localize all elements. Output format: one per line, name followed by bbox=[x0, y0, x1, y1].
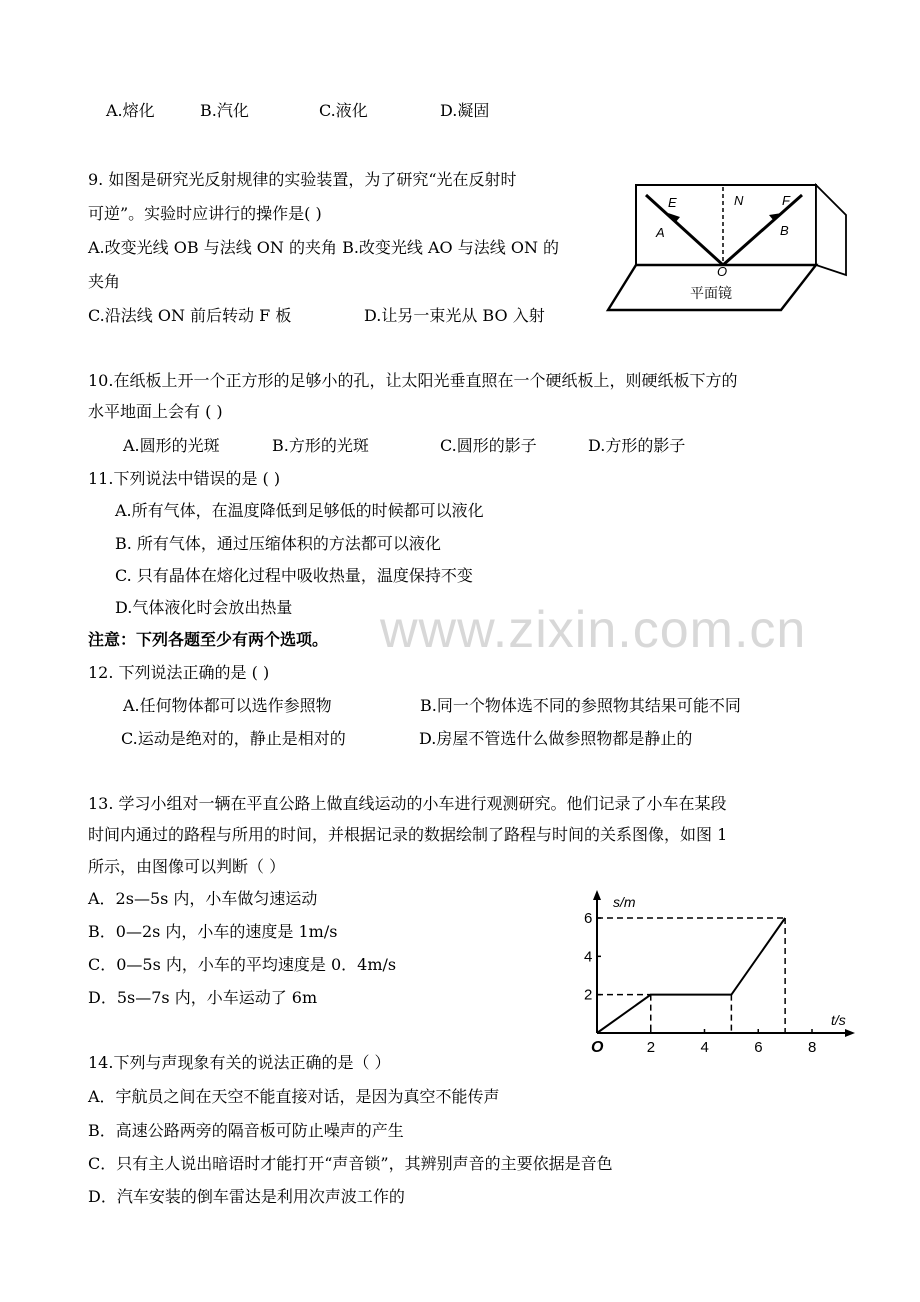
reflection-apparatus-figure bbox=[606, 185, 846, 315]
section-note: 注意：下列各题至少有两个选项。 bbox=[88, 630, 329, 649]
q8-option-c: C.液化 bbox=[319, 101, 368, 120]
x-axis-arrow-icon bbox=[845, 1029, 855, 1037]
q10-stem-line1: 10.在纸板上开一个正方形的足够小的孔，让太阳光垂直照在一个硬纸板上，则硬纸板下方的 bbox=[88, 371, 738, 390]
q10-stem-line2: 水平地面上会有 ( ) bbox=[88, 402, 223, 421]
origin-label: O bbox=[591, 1039, 604, 1056]
x-axis-label: t/s bbox=[831, 1012, 846, 1028]
q13-stem-line1: 13. 学习小组对一辆在平直公路上做直线运动的小车进行观测研究。他们记录了小车在某段 bbox=[88, 794, 727, 813]
x-tick-label: 6 bbox=[754, 1039, 763, 1056]
q14-option-c: C．只有主人说出暗语时才能打开“声音锁”，其辨别声音的主要依据是音色 bbox=[88, 1154, 613, 1173]
x-tick-label: 4 bbox=[700, 1039, 709, 1056]
q11-option-b: B. 所有气体，通过压缩体积的方法都可以液化 bbox=[115, 534, 441, 553]
q14-option-b: B．高速公路两旁的隔音板可防止噪声的产生 bbox=[88, 1121, 404, 1140]
label-n: N bbox=[734, 193, 744, 208]
x-tick-label: 2 bbox=[646, 1039, 656, 1056]
q12-option-b: B.同一个物体选不同的参照物其结果可能不同 bbox=[420, 696, 741, 715]
q8-option-a: A.熔化 bbox=[106, 101, 155, 120]
q11-stem: 11.下列说法中错误的是 ( ) bbox=[88, 469, 281, 488]
y-axis-arrow-icon bbox=[593, 890, 601, 900]
q11-option-a: A.所有气体，在温度降低到足够低的时候都可以液化 bbox=[115, 501, 484, 520]
label-f: F bbox=[782, 193, 790, 208]
q14-stem: 14.下列与声现象有关的说法正确的是（ ） bbox=[88, 1053, 391, 1072]
q10-option-d: D.方形的影子 bbox=[588, 436, 686, 455]
q9-stem-line2: 可逆”。实验时应讲行的操作是( ) bbox=[88, 204, 322, 223]
q13-stem-line3: 所示，由图像可以判断（ ） bbox=[88, 857, 286, 876]
board-f-tilted bbox=[816, 185, 846, 275]
label-o: O bbox=[717, 264, 728, 279]
q14-option-a: A．宇航员之间在天空不能直接对话，是因为真空不能传声 bbox=[88, 1087, 500, 1106]
q13-option-d: D．5s—7s 内，小车运动了 6m bbox=[88, 988, 318, 1007]
watermark: www.zixin.com.cn bbox=[380, 601, 807, 659]
q12-option-c: C.运动是绝对的，静止是相对的 bbox=[121, 729, 346, 748]
q11-option-d: D.气体液化时会放出热量 bbox=[115, 598, 293, 617]
label-b: B bbox=[780, 223, 789, 238]
q9-option-d: D.让另一束光从 BO 入射 bbox=[364, 306, 545, 325]
q13-stem-line2: 时间内通过的路程与所用的时间，并根据记录的数据绘制了路程与时间的关系图像，如图 1 bbox=[88, 825, 728, 844]
q9-option-ab: A.改变光线 OB 与法线 ON 的夹角 B.改变光线 AO 与法线 ON 的 bbox=[88, 238, 560, 257]
q10-option-c: C.圆形的影子 bbox=[440, 436, 537, 455]
q10-option-a: A.圆形的光斑 bbox=[123, 436, 220, 455]
q8-option-d: D.凝固 bbox=[440, 101, 490, 120]
label-a: A bbox=[656, 225, 665, 240]
label-e: E bbox=[668, 195, 677, 210]
q9-stem-line1: 9. 如图是研究光反射规律的实验装置，为了研究“光在反射时 bbox=[88, 170, 517, 189]
q12-option-d: D.房屋不管选什么做参照物都是静止的 bbox=[419, 729, 693, 748]
y-axis-label: s/m bbox=[613, 894, 636, 910]
q13-option-b: B．0—2s 内，小车的速度是 1m/s bbox=[88, 922, 338, 941]
q14-option-d: D．汽车安装的倒车雷达是利用次声波工作的 bbox=[88, 1187, 405, 1206]
y-tick-label: 6 bbox=[584, 910, 593, 927]
series-line bbox=[597, 918, 785, 1033]
q10-option-b: B.方形的光斑 bbox=[272, 436, 369, 455]
q11-option-c: C. 只有晶体在熔化过程中吸收热量，温度保持不变 bbox=[115, 566, 473, 585]
q13-option-a: A．2s—5s 内，小车做匀速运动 bbox=[88, 889, 318, 908]
q12-option-a: A.任何物体都可以选作参照物 bbox=[123, 696, 332, 715]
q9-option-b-cont: 夹角 bbox=[88, 272, 121, 291]
y-tick-label: 2 bbox=[584, 986, 593, 1004]
q12-stem: 12. 下列说法正确的是 ( ) bbox=[88, 663, 270, 682]
mirror-caption: 平面镜 bbox=[690, 285, 732, 301]
q13-option-c: C．0—5s 内，小车的平均速度是 0．4m/s bbox=[88, 955, 397, 974]
q9-option-c: C.沿法线 ON 前后转动 F 板 bbox=[88, 306, 292, 325]
q8-option-b: B.汽化 bbox=[200, 101, 249, 120]
distance-time-chart bbox=[585, 885, 860, 1060]
x-tick-label: 8 bbox=[808, 1039, 817, 1056]
y-tick-label: 4 bbox=[584, 948, 593, 966]
